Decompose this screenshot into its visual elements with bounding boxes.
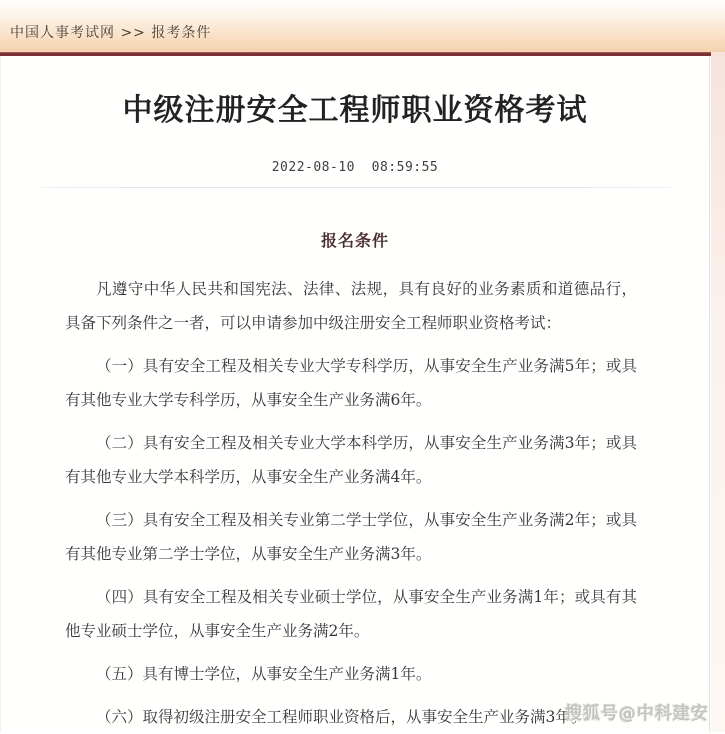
section-heading: 报名条件 <box>320 231 389 250</box>
condition-item-2: （二）具有安全工程及相关专业大学本科学历，从事安全生产业务满3年；或具有其他专业大学本科学历，从事安全生产业务满4年。 <box>65 434 637 486</box>
publish-timestamp: 2022-08-10 08:59:55 <box>271 160 439 175</box>
breadcrumb <box>10 22 211 42</box>
article-body <box>65 272 637 734</box>
sohu-watermark: 搜狐号@中科建安 <box>565 704 709 724</box>
condition-item-1: （一）具有安全工程及相关专业大学专科学历，从事安全生产业务满5年；或具有其他专业大学专科学历，从事安全生产业务满6年。 <box>65 357 637 409</box>
condition-item-5: （五）具有博士学位，从事安全生产业务满1年。 <box>96 665 432 683</box>
top-nav-bar <box>0 0 725 52</box>
breadcrumb-separator-glyph: >> <box>120 25 146 41</box>
article-container <box>0 56 710 732</box>
condition-item-3: （三）具有安全工程及相关专业第二学士学位，从事安全生产业务满2年；或具有其他专业第二学士学位，从事安全生产业务满3年。 <box>65 511 637 563</box>
intro-paragraph: 凡遵守中华人民共和国宪法、法律、法规，具有良好的业务素质和道德品行，具备下列条件之一者，可以申请参加中级注册安全工程师职业资格考试： <box>65 280 637 332</box>
page-title: 中级注册安全工程师职业资格考试 <box>122 93 588 128</box>
page-right-edge-strip <box>711 52 725 732</box>
breadcrumb-current: 报考条件 <box>151 25 212 41</box>
condition-item-6: （六）取得初级注册安全工程师职业资格后，从事安全生产业务满3年。 <box>96 708 587 726</box>
condition-item-4: （四）具有安全工程及相关专业硕士学位，从事安全生产业务满1年；或具有其他专业硕士学位，从事安全生产业务满2年。 <box>65 588 637 640</box>
title-divider <box>41 187 671 188</box>
breadcrumb-site-link[interactable]: 中国人事考试网 <box>10 25 115 41</box>
